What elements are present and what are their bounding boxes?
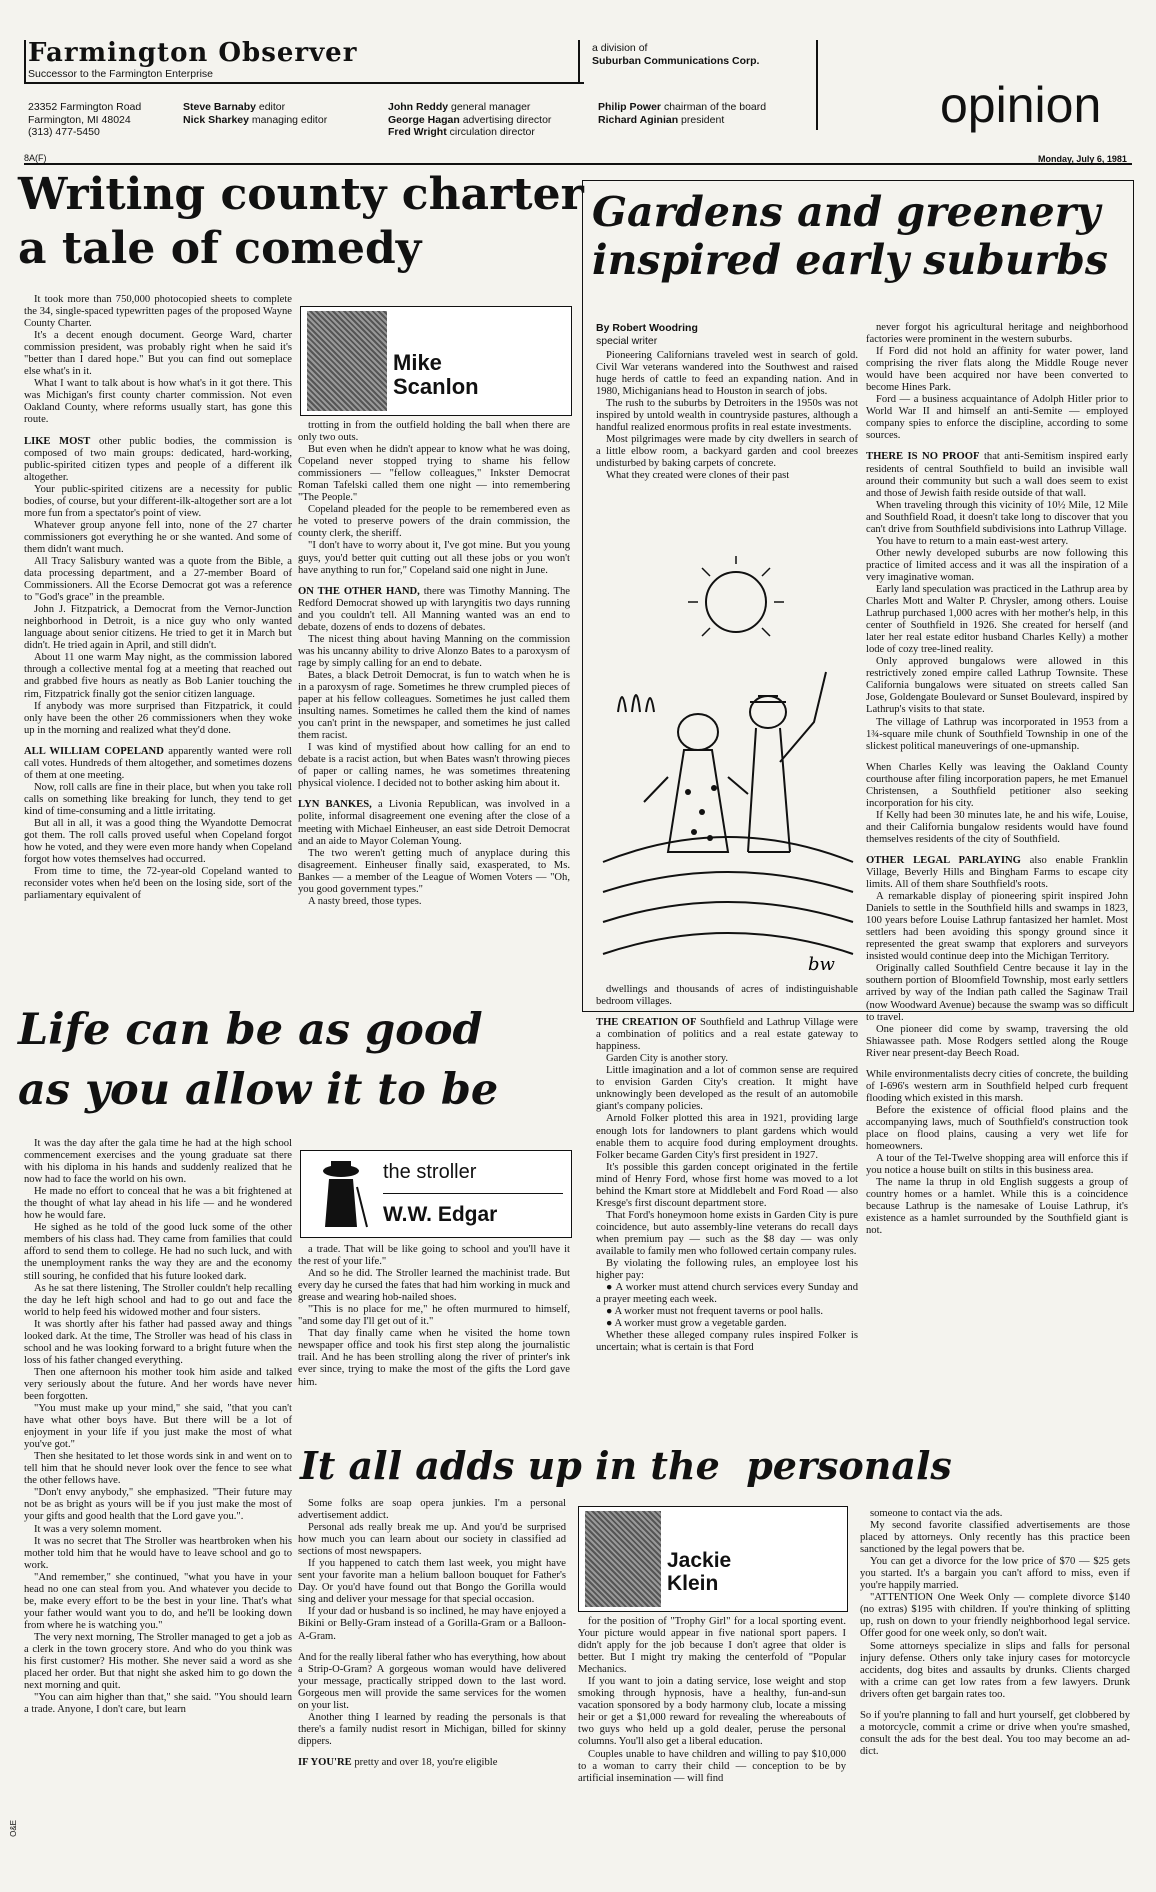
- page-number: 8A(F): [24, 153, 47, 163]
- article1-col2: trotting in from the outfield holding the ball when there are only two outs. But even when he didn't appear to know what he was doing, Copeland never stopped trying to shame his fellow commissioners — "fellow colleagues," Inkster Democrat Roman Tafelski called them one night — into remembering "The People." Copeland pleaded for the people to be remembered even as he voted to preserve powers of the drain commission, the county clerk, the sheriff. "I don't have to worry about it, I've got mine. But you young guys, you'd better quit cutting out all these jobs or you won't have anything to run for," Copeland said one night in June. ON THE OTHER HAND, there was Timothy Manning. The Redford Democrat showed up with laryngitis two days running and you couldn't tell. All Manning wanted was an end to debate, dozens of ends to dozens of debates. The nicest thing about having Manning on the commission was his uncanny ability to drive Alonzo Bates to a paroxysm of rage by simply calling for an end to debate. Bates, a black Detroit Democrat, is fun to watch when he is in a paroxysm of rage. Sometimes he threw crumpled pieces of paper at his fellow colleagues. Sometimes he just called them insulting names. Sometimes he called them the kind of names you can't print in the newspaper, and sometimes he just called them racist. I was kind of mystified about how calling for an end to debate is a racist action, but when Bates wasn't throwing pieces of paper or calling names, he was sometimes threatening physical violence. I decided not to bother asking him about it. LYN BANKES, a Livonia Republican, was involved in a polite, informal disagreement one evening after the close of a meeting with Michael Einheuser, an east side Detroit Democrat and an aide to Mayor Coleman Young. The two weren't getting much of anyplace during this disagreement. Einheuser finally said, exasperated, to Ms. Bankes — a member of the League of Women Voters — "Oh, you good government types." A nasty breed, those types.: [298, 420, 570, 907]
- staff-group-3: Philip Power chairman of the board Richard Aginian president: [598, 101, 767, 126]
- article2-col1: Pioneering Californians traveled west in search of gold. Civil War veterans wandered into the Southwest and raised huge herds of cattle to feed an expanding nation. And in 1980, Michiganians head to Houston in search of jobs. The rush to the suburbs by Detroiters in the 1950s was not inspired by untold wealth in countryside pastures, although a handful realized enormous profits in real estate investments. Most pilgrimages were made by city dwellers in search of a little elbow room, a backyard garden and cool breezes undisturbed by baking carpets of concrete. What they created were clones of their past: [596, 350, 858, 482]
- stroller-column-name: the stroller: [383, 1161, 477, 1183]
- section-label: opinion: [940, 77, 1102, 133]
- article3-col2: a trade. That will be like going to school and you'll have it the rest of your life." And so he did. The Stroller learned the machinist trade. But every day he cursed the fates that had him working in muck and grease and wearing hob-nailed shoes. "This is no place for me," he often murmured to himself, "and some day I'll get out of it." That day finally came when he visited the home town newspaper office and took his first step along the journalistic trail. And he has been strolling along the river of printer's ink ever since, trying to make the most of the gifts the Lord gave him.: [298, 1244, 570, 1388]
- cartoon-illustration: [598, 562, 860, 982]
- article2-headline: Gardens and greenery inspired early suburbs: [592, 188, 1108, 284]
- article4-col1: Some folks are soap opera junkies. I'm a personal advertisement addict. Personal ads really break me up. And you'd be surprised how much you can learn about our society in classified ad sections of most newspapers. If you happened to catch them last week, you might have sent your favorite man a helium balloon bouquet for Father's Day. Or you'd have found out that Bongo the Gorilla would sing and deliver your message for that special occasion. If your dad or husband is so inclined, he may have enjoyed a Bikini or Belly-Gram instead of a Gorilla-Gram or a Balloon-A-Gram. And for the really liberal father who has everything, how about a Strip-O-Gram? A gorgeous woman would have delivered your message, practically stripped down to the last word. Gorgeous men will provide the same services for the women on your list. Another thing I learned by reading the personals is that there's a family nudist resort in Michigan, billed for skinny dippers. IF YOU'RE pretty and over 18, you're eligible: [298, 1498, 566, 1768]
- klein-byline-box: [578, 1506, 848, 1612]
- article1-col1: It took more than 750,000 photocopied sheets to complete the 34, single-spaced typewritten pages of the proposed Wayne County Charter. It's a decent enough document. George Ward, charter commission president, was probably right when he said it's "better than I dared hope." But you can find out someplace else what's in it. What I want to talk about is how what's in it got there. This was Michigan's first county charter commission. Not even Oakland County, where reforms usually start, has gone this route. LIKE MOST other public bodies, the commission is composed of two main groups: dedicated, hard-working, public-spirited citizen types and people of a different ilk altogether. Your public-spirited citizens are a necessity for public bodies, of course, but your different-ilk-altogether sort are a lot more fun from a spectator's point of view. Whatever group anyone fell into, none of the 27 charter commissioners got everything he or she wanted. And some of them didn't want much. All Tracy Salisbury wanted was a quote from the Bible, a data processing department, and a 27-member Board of Commissioners. All the Ecorse Democrat got was a reference to "God's grace" in the preamble. John J. Fitzpatrick, a Democrat from the Vernor-Junction neighborhood in Detroit, is a nice guy who only wanted language about senior citizens. He tried to get it in March but didn't. He tried again in April, and still didn't. About 11 one warm May night, as the commission labored through a collective mental fog at a meeting that reached out and grabbed five hours as neatly as Bob Lanier touching the rim, Fitzpatrick finally got the senior citizen language. If anybody was more surprised than Fitzpatrick, it could only have been the other 26 commissioners when they woke up in the morning and realized what they'd done. ALL WILLIAM COPELAND apparently wanted were roll call votes. Hundreds of them altogether, and sometimes dozens of them at one meeting. Now, roll calls are fine in their place, but when you take roll calls on something like breaking for lunch, they tend to get kind of time-consuming and a little irritating. But all in all, it was a good thing the Wyandotte Democrat got them. The roll calls proved useful when Copeland forgot how he voted, and they were even more handy when Copeland forgot how votes themselves had occurred. From time to time, the 72-year-old Copeland wanted to reconsider votes when he'd been on the losing side, sort of the parliamentary equivalent of: [24, 294, 293, 902]
- masthead-title: Farmington Observer: [28, 38, 358, 68]
- klein-byline: Jackie Klein: [667, 1549, 732, 1595]
- scanlon-photo: [307, 311, 387, 411]
- scanlon-byline-box: [300, 306, 572, 416]
- article1-headline: Writing county charter a tale of comedy: [18, 169, 584, 274]
- klein-photo: [585, 1511, 661, 1607]
- staff-group-2: John Reddy general manager George Hagan advertising director Fred Wright circulation director: [388, 101, 552, 138]
- address: 23352 Farmington Road Farmington, MI 48024 (313) 477-5450: [28, 101, 142, 138]
- article3-col1: It was the day after the gala time he had at the high school commencement exercises and the young graduate sat there with his diploma in his hands and suddenly realized that he now had to face the world on his own. He made no effort to conceal that he was a bit frightened at the thought of what lay ahead in his life — and he wondered how he would fare. He sighed as he told of the good luck some of the other members of his class had. They came from families that could afford to send them to college. He had no such luck, and with the unemployment ranks the way they are and the economy still souring, he confided that his future looked dark. As he sat there listening, The Stroller couldn't help recalling the day he left high school and had to go out and face the world to help feed his widowed mother and four sisters. It was shortly after his father had passed away and things looked dark. At the time, The Stroller was head of his class in school and he was looking forward to a bright future when the loss of his father changed everything. Then one afternoon his mother took him aside and talked very seriously about the future. And her words have never been forgotten. "You must make up your mind," she said, "that you can't have what other boys have. But there will be a lot of enjoyment in your life if you just make the most of what you've got." Then she hesitated to let those words sink in and went on to tell him that he should never look over the fence to see what the other fellows have. "Don't envy anybody," she emphasized. "Their future may not be as bright as yours will be if you just make the most of your gifts and good health that the Lord gave you.". It was a very solemn moment. It was no secret that The Stroller was heartbroken when his mother told him that he would have to leave school and go to work. "And remember," she continued, "what you have in your head no one can steal from you. And whatever you decide to be, make every effort to be the best in your line. That's what your father would want you to do, and he'll be looking down from where he is watching you." The very next morning, The Stroller managed to get a job as a clerk in the town grocery store. And who do you think was his first customer? His mother. She never said a word as she placed her order. But that night she asked him to go down the next morning and quit. "You can aim higher than that," she said. "You should learn a trade. Anyone, I don't care, but learn: [24, 1138, 292, 1716]
- staff-group-1: Steve Barnaby editor Nick Sharkey managing editor: [183, 101, 328, 126]
- stroller-byline: W.W. Edgar: [383, 1203, 498, 1226]
- margin-mark: O&E: [9, 1820, 18, 1837]
- article3-headline: Life can be as good as you allow it to be: [18, 1005, 499, 1115]
- cartoon-signature: bw: [808, 954, 835, 975]
- scanlon-byline: Mike Scanlon: [393, 350, 479, 399]
- successor-line: Successor to the Farmington Enterprise: [28, 68, 214, 80]
- date-line: Monday, July 6, 1981: [1038, 154, 1127, 164]
- article2-byline: By Robert Woodring special writer: [596, 322, 698, 347]
- article4-headline: It all adds up in the personals: [300, 1443, 952, 1488]
- article2-col1b: dwellings and thousands of acres of indistinguishable bedroom villages. THE CREATION OF Southfield and Lathrup Village were a combination of politics and a real estate gateway to happiness. Garden City is another story. Little imagination and a lot of common sense are required to envision Garden City's creation. It might have unknowingly been developed as the result of an automobile giant's company policies. Arnold Folker plotted this area in 1921, providing large enough lots for landowners to plant gardens which would enable them to acquire food during employment droughts. Folker became Garden City's first president in 1927. It's possible this garden concept originated in the fertile mind of Henry Ford, whose first home was moved to a lot behind the Kmart store at Middlebelt and Ford Road — also Kresge's first discount department store. That Ford's honeymoon home exists in Garden City is pure coincidence, but auto assembly-line veterans do recall days when premium pay — such as the $8 day — was only available to family men who followed certain company rules. By violating the following rules, an employee lost his higher pay: ● A worker must attend church services every Sunday and a prayer meeting each week. ● A worker must not frequent taverns or pool halls. ● A worker must grow a vegetable garden. Whether these alleged company rules inspired Folker is uncertain; what is certain is that Ford: [596, 984, 858, 1354]
- division-line2: Suburban Communications Corp.: [592, 55, 760, 67]
- stroller-figure-icon: [311, 1157, 371, 1231]
- article4-col2: for the position of "Trophy Girl" for a local sporting event. Your picture would appear in five national sport papers. I didn't apply for the job because I don't agree that older is better. But I might try making the centerfold of "Popular Mechanics. If you want to join a dating service, lose weight and stop smoking through hypnosis, have a healthy, fun-and-sun vacation sponsored by a body harmony club, locate a missing heir or get a $1,000 reward for revealing the whereabouts of two guys who held up a gold dealer, peruse the personal columns. You'll also get a liberal education. Couples unable to have children and willing to pay $10,000 to a woman to carry their child — conception to be by artificial insemination — will find: [578, 1616, 846, 1784]
- division-line1: a division of: [592, 42, 648, 54]
- article4-col3: someone to contact via the ads. My second favorite classified advertisements are those placed by attorneys. Only recently has this practice been sanctioned by the legal powers that be. You can get a divorce for the low price of $70 — $25 gets you started. It's a bargain you can't afford to miss, even if you're happily married. "ATTENTION One Week Only — complete divorce $140 (no extras) $195 with children. If you're thinking of splitting up, rush on down to your friendly neighborhood legal service. Offer good for one week only, so don't wait. Some attorneys specialize in slips and falls for personal injury defense. Others only take injury cases for motorcycle accidents, dog bites and assaults by drunks. Clients charged with a crime can get low rates from a few lawyers. Drunk drivers often get bargain rates too. So if you're planning to fall and hurt yourself, get clobbered by a motorcycle, commit a crime or drive when you're smashed, consult the ads for the best deal. You too may become an ad-dict.: [860, 1508, 1130, 1757]
- article2-col2: never forgot his agricultural heritage and neighborhood factories were prominent in the western suburbs. If Ford did not hold an affinity for water power, land comprising the river flats along the Middle Rouge never would have been acquired nor have been converted to become Hines Park. Ford — a business acquaintance of Adolph Hitler prior to World War II and himself an anti-Semite — employed company spies to enforce the discipline, according to some sources. THERE IS NO PROOF that anti-Semitism inspired early residents of central Southfield to build an invisible wall around their community but such a wall does seem to exist and those of Jewish faith reside outside of that wall. When traveling through this vicinity of 10½ Mile, 12 Mile and Southfield Road, it doesn't take long to discover that you can't drive from Southfield subdivisions into Lathrup Village. You have to return to a main east-west artery. Other newly developed suburbs are now following this practice of limited access and it was all the inspiration of a very imaginative woman. Early land speculation was practiced in the Lathrup area by Charles Mott and Walter P. Chrysler, among others. Louise Lathrup purchased 1,000 acres with her mother's help, in this center of Southfield in 1926. She created for herself (and later her real estate editor husband Charles Kelly) a mother lode of cozy tree-lined reality. Only approved bungalows were allowed in this restrictively zoned empire called Lathrup Townsite. These California bungalows were situated on streets called San Jose, Goldengate Boulevard or Sunset Boulevard, inspired by Lathrup's visits to that state. The village of Lathrup was incorporated in 1953 from a 1¾-square mile chunk of Southfield Township in one of the slickest political maneuverings of one-upmanship. When Charles Kelly was leaving the Oakland County courthouse after filing incorporation papers, he met Emanuel Christensen, a Southfield petitioner also seeking incorporation for his city. If Kelly had been 30 minutes late, he and his wife, Louise, and their California bungalow residents would have found themselves residents of the city of Southfield. OTHER LEGAL PARLAYING also enable Franklin Village, Beverly Hills and Bingham Farms to escape city limits. All of them share Southfield's roots. A remarkable display of pioneering spirit inspired John Daniels to settle in the Southfield hills and swamps in 1823, 100 years before Louise Lathrup fantasized her hamlet. Most settlers had been avoiding this spongy ground since it represented the great swamp that explorers and surveyors insisted would continue deep into the Michigan Territory. Originally called Southfield Centre because it lay in the southern portion of Bloomfield Township, most early settlers arrived by way of the Indian path called the Saginaw Trail (now Woodward Avenue) because the swamp was so difficult to travel. One pioneer did come by swamp, traversing the old Shiawassee path. Mose Rodgers settled along the Rouge River near present-day Beech Road. While environmentalists decry cities of concrete, the building of I-696's western arm in Southfield helped curb frequent flooding which existed in this marsh. Before the existence of official flood plains and the accompanying laws, much of Southfield's construction took place on flood plains, causing a very wet life for homeowners. A tour of the Tel-Twelve shopping area will enforce this if you notice a house built on stilts in this business area. The name la thrup in old English suggests a group of country homes or a hamlet. While this is a coincidence because Lathrup is the namesake of Louise Lathrup, it's existence as a hamlet surrounded by the Southfield giant is not.: [866, 322, 1128, 1237]
- stroller-byline-box: [300, 1150, 572, 1238]
